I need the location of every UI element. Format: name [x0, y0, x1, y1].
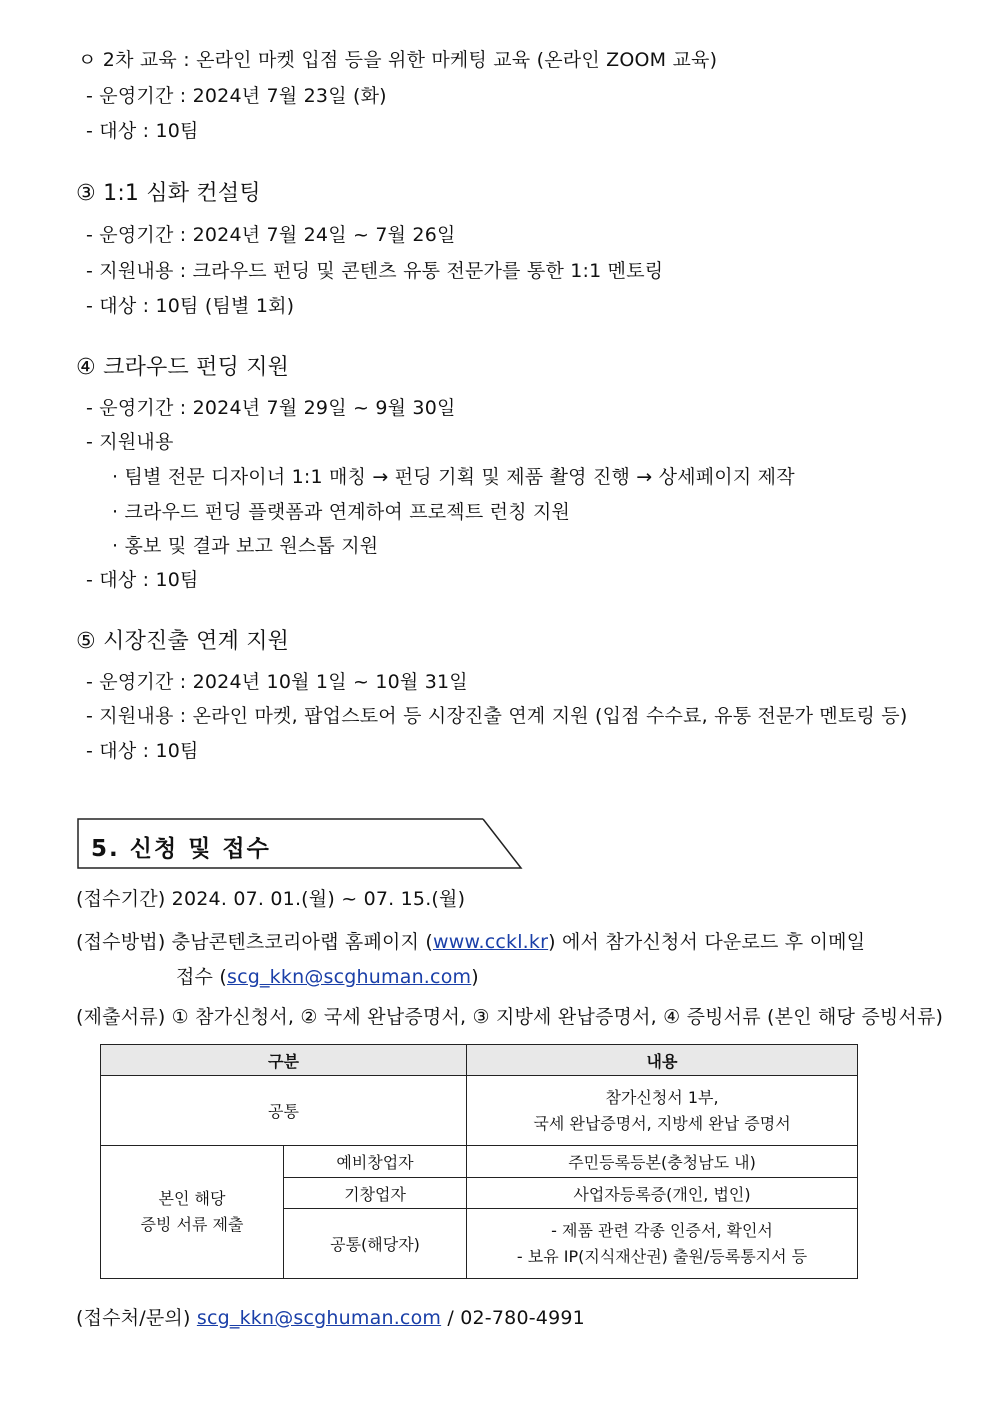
row-content-line: - 제품 관련 각종 인증서, 확인서: [551, 1220, 773, 1240]
self-evidence-label: [101, 1146, 284, 1279]
row-type: 공통(해당자): [284, 1209, 467, 1279]
row-type: 예비창업자: [284, 1146, 467, 1178]
edu2-period: - 운영기간 : 2024년 7월 23일 (화): [86, 85, 387, 107]
row-type: 기창업자: [284, 1178, 467, 1209]
row-content: [467, 1209, 858, 1279]
section5-period: - 운영기간 : 2024년 10월 1일 ~ 10월 31일: [86, 671, 468, 693]
row-content: 사업자등록증(개인, 법인): [467, 1178, 858, 1209]
contact-label: (접수처/문의): [76, 1307, 191, 1329]
section4-bullet: · 크라우드 펀딩 플랫폼과 연계하여 프로젝트 런칭 지원: [112, 501, 571, 523]
contact-phone: 02-780-4991: [460, 1307, 585, 1329]
section4-bullet: · 홍보 및 결과 보고 원스톱 지원: [112, 535, 379, 557]
section5-content: - 지원내용 : 온라인 마켓, 팝업스토어 등 시장진출 연계 지원 (입점 수수료, 유통 전문가 멘토링 등): [86, 705, 908, 727]
common-label: 공통: [101, 1076, 467, 1146]
section3-content: - 지원내용 : 크라우드 펀딩 및 콘텐츠 유통 전문가를 통한 1:1 멘토링: [86, 260, 664, 282]
common-content-line: 국세 완납증명서, 지방세 완납 증명서: [533, 1113, 791, 1133]
section4-target: - 대상 : 10팀: [86, 569, 199, 591]
table-header-row: [101, 1045, 858, 1076]
section4-heading: ④ 크라우드 펀딩 지원: [76, 355, 290, 380]
apply-email-link[interactable]: scg_kkn@scghuman.com: [226, 966, 472, 988]
section3-period: - 운영기간 : 2024년 7월 24일 ~ 7월 26일: [86, 224, 456, 246]
apply-method-line2-suffix: ): [471, 966, 479, 988]
apply-period: (접수기간) 2024. 07. 01.(월) ~ 07. 15.(월): [76, 888, 466, 910]
section5-target: - 대상 : 10팀: [86, 740, 199, 762]
section5-heading: ⑤ 시장진출 연계 지원: [76, 629, 290, 654]
common-content: [467, 1076, 858, 1146]
section4-bullet: · 팀별 전문 디자이너 1:1 매칭 → 펀딩 기획 및 제품 촬영 진행 → 상세페이지 제작: [112, 466, 795, 488]
table-header-content: 내용: [467, 1045, 858, 1076]
documents-table: [100, 1044, 858, 1279]
apply-method-line2-prefix: 접수 (: [176, 966, 227, 988]
submission-documents: (제출서류) ① 참가신청서, ② 국세 완납증명서, ③ 지방세 완납증명서, ④ 증빙서류 (본인 해당 증빙서류): [76, 1006, 944, 1028]
edu2-target: - 대상 : 10팀: [86, 120, 199, 142]
table-row: [101, 1076, 858, 1146]
section4-content-label: - 지원내용: [86, 431, 174, 453]
contact-line: [76, 1305, 585, 1331]
edu2-title: ㅇ 2차 교육 : 온라인 마켓 입점 등을 위한 마케팅 교육 (온라인 ZOOM 교육): [78, 49, 718, 71]
apply-method: [76, 929, 916, 955]
section3-target: - 대상 : 10팀 (팀별 1회): [86, 295, 295, 317]
common-content-line: 참가신청서 1부,: [605, 1087, 719, 1107]
apply-method-line2: [176, 964, 479, 990]
apply-method-prefix: (접수방법) 충남콘텐츠코리아랩 홈페이지 (: [76, 931, 433, 953]
row-content-line: - 보유 IP(지식재산권) 출원/등록통지서 등: [516, 1246, 808, 1266]
section4-period: - 운영기간 : 2024년 7월 29일 ~ 9월 30일: [86, 397, 456, 419]
section-title-box: [77, 818, 523, 870]
row-content: 주민등록등본(충청남도 내): [467, 1146, 858, 1178]
section-title: 5. 신청 및 접수: [91, 836, 271, 862]
apply-method-suffix: ) 에서 참가신청서 다운로드 후 이메일: [548, 931, 866, 953]
homepage-link[interactable]: www.cckl.kr: [432, 931, 549, 953]
self-evidence-label-line: 본인 해당: [158, 1189, 226, 1208]
self-evidence-label-line: 증빙 서류 제출: [140, 1215, 244, 1234]
contact-separator: /: [447, 1307, 454, 1329]
section3-heading: ③ 1:1 심화 컨설팅: [76, 181, 261, 206]
table-row: [101, 1146, 858, 1178]
table-header-category: 구분: [101, 1045, 467, 1076]
contact-email-link[interactable]: scg_kkn@scghuman.com: [196, 1307, 442, 1329]
